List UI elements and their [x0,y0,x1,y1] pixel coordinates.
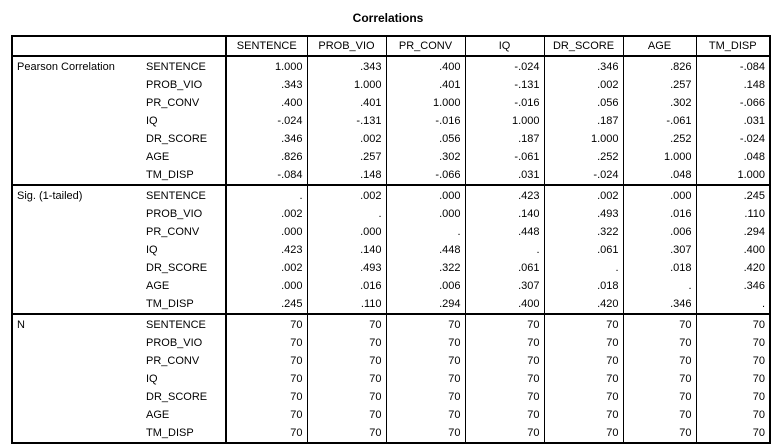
table-cell: .002 [226,259,307,277]
table-cell: 70 [386,334,465,352]
table-cell: 70 [307,334,386,352]
table-cell: .002 [544,185,623,205]
table-cell: . [307,205,386,223]
table-cell: .000 [226,277,307,295]
table-cell: .346 [623,295,696,314]
table-cell: .448 [386,241,465,259]
table-cell: 70 [544,424,623,443]
table-cell: .018 [623,259,696,277]
table-cell: 70 [623,424,696,443]
table-cell: 70 [226,406,307,424]
table-cell: .002 [307,185,386,205]
row-variable-label: SENTENCE [142,185,226,205]
table-cell: -.024 [696,130,770,148]
table-cell: .000 [386,185,465,205]
header-row [12,36,770,56]
column-header: DR_SCORE [544,36,623,56]
table-cell: . [226,185,307,205]
table-cell: .400 [696,241,770,259]
table-cell: 70 [226,334,307,352]
table-cell: -.016 [386,112,465,130]
table-cell: 70 [623,352,696,370]
table-cell: .493 [307,259,386,277]
table-cell: . [544,259,623,277]
table-cell: 70 [307,388,386,406]
table-cell: .322 [386,259,465,277]
table-cell: .400 [386,56,465,76]
row-variable-label: PROB_VIO [142,334,226,352]
table-cell: 70 [696,314,770,334]
table-cell: 70 [544,352,623,370]
table-cell: .140 [307,241,386,259]
table-cell: 70 [544,334,623,352]
table-cell: .294 [696,223,770,241]
table-cell: -.061 [465,148,544,166]
row-variable-label: TM_DISP [142,166,226,185]
table-cell: .016 [307,277,386,295]
table-cell: -.084 [696,56,770,76]
table-cell: .061 [465,259,544,277]
row-variable-label: AGE [142,148,226,166]
table-cell: 1.000 [623,148,696,166]
table-cell: 70 [226,388,307,406]
row-variable-label: PR_CONV [142,352,226,370]
table-cell: -.066 [386,166,465,185]
table-cell: 70 [696,352,770,370]
row-variable-label: DR_SCORE [142,259,226,277]
table-cell: .245 [696,185,770,205]
table-cell: .110 [696,205,770,223]
table-cell: .343 [307,56,386,76]
table-cell: .016 [623,205,696,223]
table-cell: .307 [465,277,544,295]
table-cell: -.066 [696,94,770,112]
table-cell: .420 [696,259,770,277]
column-header: PROB_VIO [307,36,386,56]
table-cell: .346 [226,130,307,148]
section-label: Pearson Correlation [12,56,142,185]
table-cell: . [623,277,696,295]
table-cell: .148 [696,76,770,94]
column-header: AGE [623,36,696,56]
table-cell: 70 [307,424,386,443]
table-cell: .031 [696,112,770,130]
table-cell: .252 [623,130,696,148]
table-cell: .400 [465,295,544,314]
table-title: Correlations [352,11,424,25]
table-cell: .343 [226,76,307,94]
table-cell: 70 [226,314,307,334]
table-cell: 70 [623,314,696,334]
table-cell: 70 [623,406,696,424]
table-cell: 70 [386,370,465,388]
table-cell: .257 [623,76,696,94]
row-variable-label: IQ [142,370,226,388]
row-variable-label: PROB_VIO [142,76,226,94]
table-cell: .000 [226,223,307,241]
table-cell: 70 [544,388,623,406]
row-variable-label: IQ [142,241,226,259]
table-cell: 70 [226,352,307,370]
row-variable-label: PR_CONV [142,223,226,241]
row-variable-label: PR_CONV [142,94,226,112]
table-cell: -.084 [226,166,307,185]
header-corner [12,36,226,56]
row-variable-label: SENTENCE [142,314,226,334]
table-cell: 1.000 [307,76,386,94]
table-cell: .826 [226,148,307,166]
table-cell: 70 [465,334,544,352]
table-cell: -.131 [307,112,386,130]
table-cell: 70 [465,424,544,443]
table-cell: .252 [544,148,623,166]
table-cell: .346 [544,56,623,76]
table-cell: . [465,241,544,259]
table-cell: .302 [623,94,696,112]
table-cell: .056 [544,94,623,112]
table-cell: 70 [544,370,623,388]
row-variable-label: AGE [142,277,226,295]
column-header: PR_CONV [386,36,465,56]
table-cell: .148 [307,166,386,185]
section-label: N [12,314,142,443]
table-cell: .493 [544,205,623,223]
table-cell: 70 [696,424,770,443]
table-cell: 70 [465,388,544,406]
row-variable-label: TM_DISP [142,424,226,443]
table-cell: .061 [544,241,623,259]
table-cell: -.024 [226,112,307,130]
table-cell: .002 [226,205,307,223]
table-cell: .420 [544,295,623,314]
table-row [12,185,770,205]
table-cell: 70 [386,352,465,370]
table-cell: 70 [307,370,386,388]
table-cell: 70 [386,388,465,406]
table-cell: .401 [307,94,386,112]
section-label: Sig. (1-tailed) [12,185,142,314]
table-cell: 70 [696,406,770,424]
table-cell: .187 [544,112,623,130]
table-cell: .400 [226,94,307,112]
table-cell: -.016 [465,94,544,112]
column-header: SENTENCE [226,36,307,56]
table-cell: .294 [386,295,465,314]
table-cell: .346 [696,277,770,295]
row-variable-label: AGE [142,406,226,424]
correlations-table [11,35,771,444]
table-cell: .187 [465,130,544,148]
table-cell: 70 [544,406,623,424]
table-cell: .110 [307,295,386,314]
table-cell: .307 [623,241,696,259]
table-cell: .048 [623,166,696,185]
table-cell: .002 [307,130,386,148]
table-cell: 70 [696,334,770,352]
row-variable-label: IQ [142,112,226,130]
table-cell: . [696,295,770,314]
table-cell: 70 [623,388,696,406]
row-variable-label: TM_DISP [142,295,226,314]
table-cell: 70 [623,334,696,352]
table-cell: 70 [386,424,465,443]
table-cell: 70 [544,314,623,334]
row-variable-label: DR_SCORE [142,388,226,406]
table-cell: -.061 [623,112,696,130]
table-cell: .302 [386,148,465,166]
table-cell: 1.000 [696,166,770,185]
table-cell: 70 [307,352,386,370]
table-cell: .140 [465,205,544,223]
table-cell: 70 [307,314,386,334]
table-cell: 70 [465,352,544,370]
table-cell: .826 [623,56,696,76]
table-cell: .006 [623,223,696,241]
table-cell: 70 [623,370,696,388]
table-cell: .056 [386,130,465,148]
table-cell: -.131 [465,76,544,94]
table-cell: .018 [544,277,623,295]
table-cell: 70 [226,370,307,388]
table-cell: .257 [307,148,386,166]
table-cell: .448 [465,223,544,241]
table-cell: 1.000 [226,56,307,76]
table-cell: 1.000 [465,112,544,130]
table-cell: -.024 [465,56,544,76]
table-cell: .031 [465,166,544,185]
column-header: IQ [465,36,544,56]
table-cell: .006 [386,277,465,295]
column-header: TM_DISP [696,36,770,56]
table-cell: .000 [307,223,386,241]
row-variable-label: DR_SCORE [142,130,226,148]
table-cell: 70 [465,370,544,388]
row-variable-label: SENTENCE [142,56,226,76]
row-variable-label: PROB_VIO [142,205,226,223]
table-cell: -.024 [544,166,623,185]
table-row [12,314,770,334]
table-cell: 70 [465,406,544,424]
table-cell: 1.000 [386,94,465,112]
table-cell: .000 [386,205,465,223]
table-cell: .048 [696,148,770,166]
table-cell: 70 [386,314,465,334]
table-cell: . [386,223,465,241]
table-cell: 70 [465,314,544,334]
table-cell: .245 [226,295,307,314]
table-cell: .000 [623,185,696,205]
table-cell: 70 [696,388,770,406]
table-cell: .423 [465,185,544,205]
table-cell: .002 [544,76,623,94]
table-cell: 70 [386,406,465,424]
table-cell: 70 [696,370,770,388]
table-cell: 1.000 [544,130,623,148]
table-cell: 70 [226,424,307,443]
table-row [12,56,770,76]
table-cell: .322 [544,223,623,241]
table-cell: .423 [226,241,307,259]
table-cell: 70 [307,406,386,424]
table-cell: .401 [386,76,465,94]
